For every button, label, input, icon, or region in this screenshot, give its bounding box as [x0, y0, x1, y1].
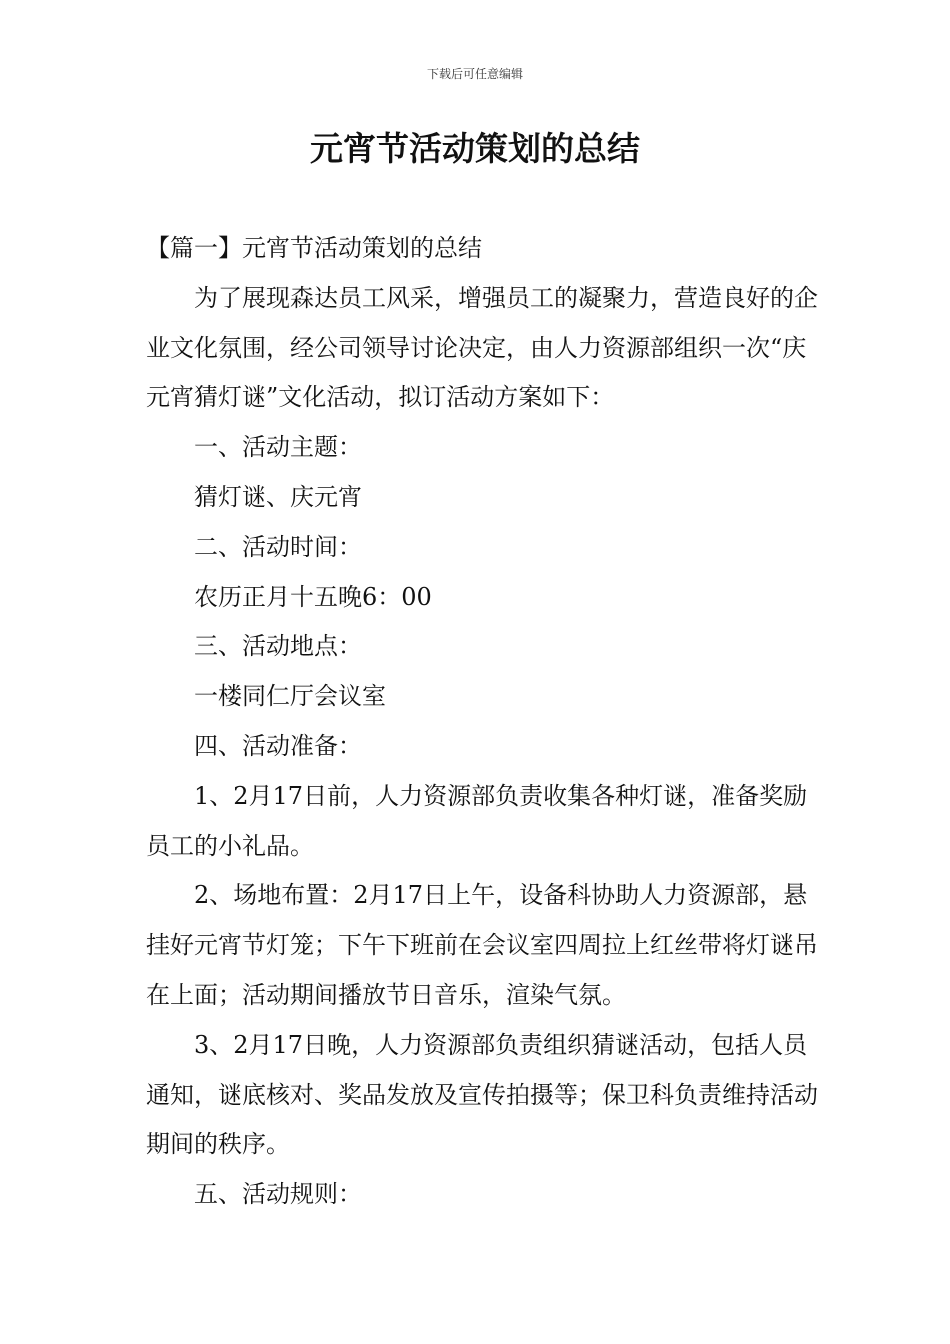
- heading-activity-location: 三、活动地点：: [194, 632, 362, 661]
- document-body: [146, 224, 826, 1220]
- preparation-item-3: 3、2月17日晚，人力资源部负责组织猜谜活动，包括人员通知，谜底核对、奖品发放及宣传拍摄等；保卫科负责维持活动期间的秩序。: [146, 1030, 818, 1159]
- preparation-item-2: 2、场地布置：2月17日上午，设备科协助人力资源部，悬挂好元宵节灯笼；下午下班前在会议室四周拉上红丝带将灯谜吊在上面；活动期间播放节日音乐，渲染气氛。: [146, 881, 818, 1009]
- heading-activity-preparation: 四、活动准备：: [194, 731, 362, 760]
- activity-time-value: 农历正月十五晚6：00: [194, 582, 432, 611]
- preparation-item-1: 1、2月17日前，人力资源部负责收集各种灯谜，准备奖励员工的小礼品。: [146, 781, 808, 860]
- heading-activity-rules: 五、活动规则：: [194, 1180, 362, 1209]
- heading-activity-time: 二、活动时间：: [194, 532, 362, 561]
- intro-paragraph: 为了展现森达员工风采，增强员工的凝聚力，营造良好的企业文化氛围，经公司领导讨论决定，由人力资源部组织一次“庆元宵猜灯谜”文化活动，拟订活动方案如下：: [146, 283, 818, 412]
- activity-theme-value: 猜灯谜、庆元宵: [194, 482, 362, 511]
- heading-activity-theme: 一、活动主题：: [194, 433, 362, 462]
- document-title: 元宵节活动策划的总结: [310, 129, 640, 168]
- activity-location-value: 一楼同仁厅会议室: [194, 682, 386, 711]
- section-heading: 【篇一】元宵节活动策划的总结: [146, 234, 482, 262]
- header-note: 下载后可任意编辑: [426, 67, 523, 81]
